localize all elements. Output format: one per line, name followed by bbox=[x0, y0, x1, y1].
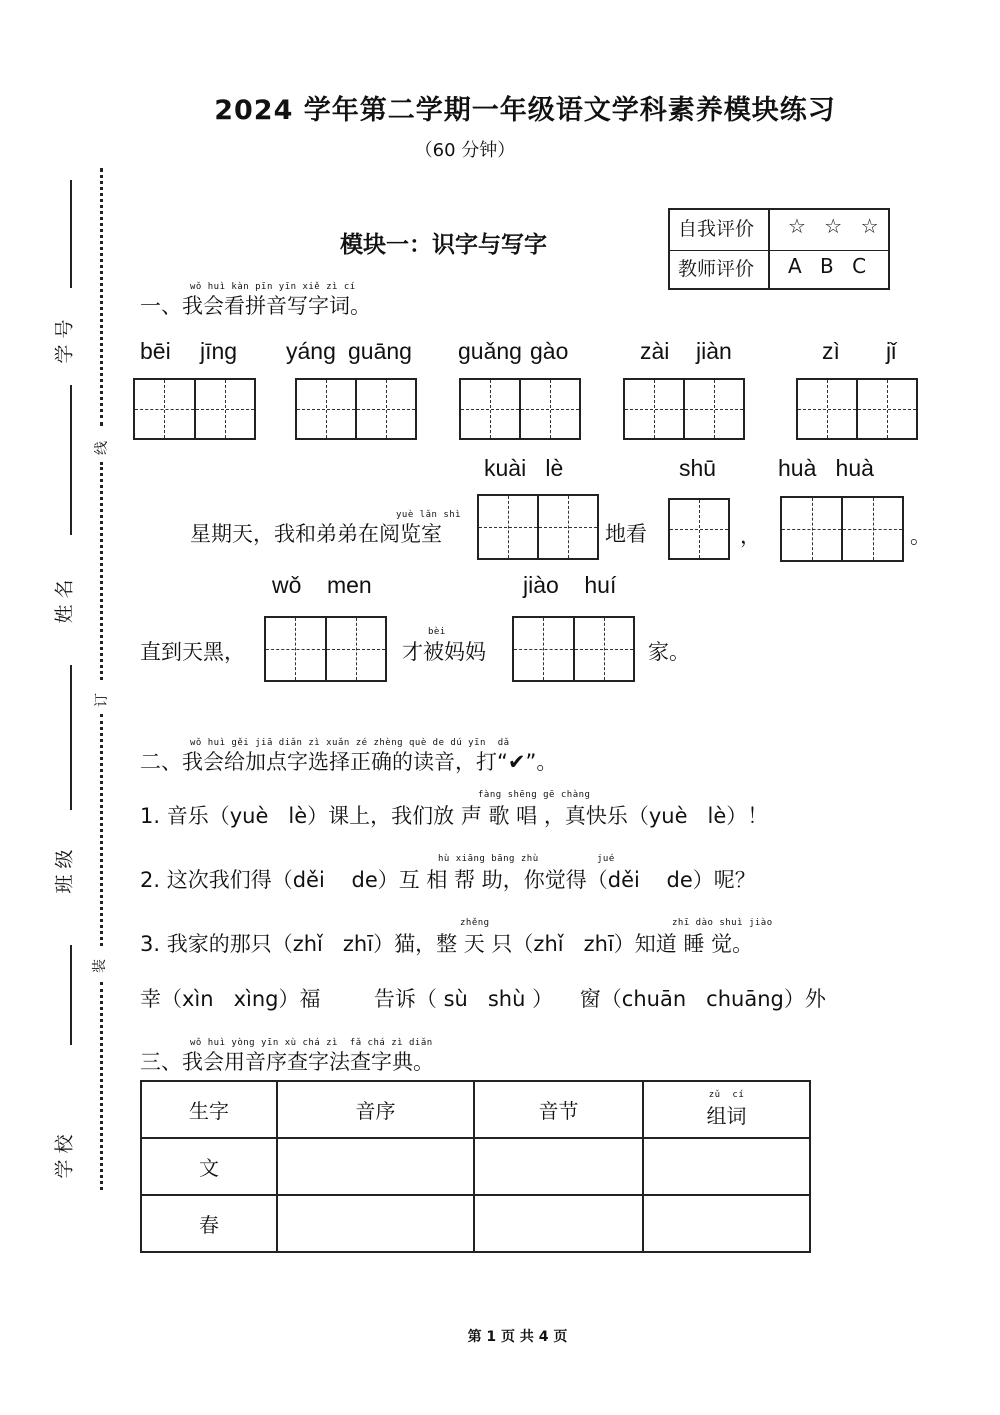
word1-pinyin-b: jīng bbox=[200, 338, 238, 364]
word5-pinyin-a: zì bbox=[822, 338, 840, 364]
writing-grid-women[interactable] bbox=[264, 616, 387, 682]
question-2: 2. 这次我们得（děi de）互 相 帮 助，你觉得（děi de）呢？ bbox=[140, 868, 756, 892]
sentence1-part-a: 星期天，我和弟弟在阅览室 bbox=[190, 522, 442, 546]
table-header-row bbox=[141, 1081, 810, 1138]
sentence2-part-a: 直到天黑， bbox=[140, 640, 245, 664]
section1-ruby: wǒ huì kàn pīn yīn xiě zì cí bbox=[190, 282, 356, 292]
answer-cell[interactable] bbox=[277, 1195, 474, 1252]
q3-ruby-2: zhī dào shuì jiào bbox=[672, 918, 773, 928]
word4-pinyin-b: jiàn bbox=[696, 338, 732, 364]
binding-dotted-line-1 bbox=[100, 168, 103, 426]
binding-dotted-line-3 bbox=[100, 714, 103, 946]
header-zuci-cell bbox=[643, 1081, 810, 1138]
writing-grid-3[interactable] bbox=[459, 378, 581, 440]
question-3: 3. 我家的那只（zhǐ zhī）猫，整 天 只（zhǐ zhī）知道 睡 觉。 bbox=[140, 932, 754, 956]
teacher-eval-row bbox=[670, 250, 888, 290]
writing-grid-shu[interactable] bbox=[668, 498, 730, 560]
word2-pinyin-b: guāng bbox=[348, 338, 412, 364]
writing-grid-huahua[interactable] bbox=[780, 496, 904, 562]
question-4: 幸（xìn xìng）福 告诉（ sù shù ） 窗（chuān chuāng）外 bbox=[140, 987, 826, 1011]
binding-dotted-line-2 bbox=[100, 462, 103, 680]
header-yinxu: 音序 bbox=[277, 1081, 474, 1138]
answer-cell[interactable] bbox=[277, 1138, 474, 1195]
answer-cell[interactable] bbox=[643, 1138, 810, 1195]
pinyin-kuaile: kuài lè bbox=[484, 455, 564, 481]
answer-cell[interactable] bbox=[474, 1138, 643, 1195]
label-xuexiao: 学 校 bbox=[53, 1134, 76, 1179]
side-line-2 bbox=[70, 385, 72, 535]
section2-heading: 二、我会给加点字选择正确的读音，打“✔”。 bbox=[140, 750, 558, 774]
sentence1-comma: ， bbox=[740, 524, 761, 548]
sentence2-part-b: 才被妈妈 bbox=[402, 640, 486, 664]
writing-grid-5[interactable] bbox=[796, 378, 918, 440]
sentence2-end: 家。 bbox=[648, 640, 690, 664]
header-zuci: 组词 bbox=[706, 1103, 747, 1128]
writing-grid-1[interactable] bbox=[133, 378, 256, 440]
self-eval-row bbox=[670, 210, 888, 251]
writing-grid-jiaohui[interactable] bbox=[512, 616, 635, 682]
word2-pinyin-a: yáng bbox=[286, 338, 336, 364]
label-xuehao: 学 号 bbox=[53, 319, 76, 364]
side-line-1 bbox=[70, 180, 72, 288]
section3-ruby: wǒ huì yòng yīn xù chá zì fǎ chá zì diǎn bbox=[190, 1038, 433, 1048]
answer-cell[interactable] bbox=[474, 1195, 643, 1252]
self-eval-label: 自我评价 bbox=[678, 218, 755, 240]
label-zhuang: 装 bbox=[92, 959, 108, 973]
char-wen: 文 bbox=[141, 1138, 277, 1195]
binding-dotted-line-4 bbox=[100, 982, 103, 1190]
q3-ruby: zhěng bbox=[460, 918, 490, 928]
section2-ruby: wǒ huì gěi jiā diǎn zì xuǎn zé zhèng què de dú yīn dǎ bbox=[190, 738, 510, 748]
page-footer: 第 1 页 共 4 页 bbox=[467, 1329, 568, 1345]
label-xingming: 姓 名 bbox=[53, 579, 76, 624]
pinyin-huahua: huà huà bbox=[778, 455, 874, 481]
q1-ruby: fàng shēng gē chàng bbox=[478, 790, 591, 800]
self-eval-stars[interactable]: ☆ ☆ ☆ bbox=[788, 214, 885, 238]
word3-pinyin-a: guǎng bbox=[458, 338, 522, 364]
writing-grid-4[interactable] bbox=[623, 378, 745, 440]
answer-cell[interactable] bbox=[643, 1195, 810, 1252]
header-shengzi: 生字 bbox=[141, 1081, 277, 1138]
section1-heading: 一、我会看拼音写字词。 bbox=[140, 294, 371, 318]
page-title: 2024 学年第二学期一年级语文学科素养模块练习 bbox=[214, 95, 836, 126]
q2-ruby: hù xiāng bāng zhù bbox=[438, 854, 539, 864]
ruby-zuci: zǔ cí bbox=[708, 1089, 745, 1100]
word1-pinyin-a: bēi bbox=[140, 338, 171, 364]
pinyin-shu: shū bbox=[679, 455, 717, 481]
writing-grid-2[interactable] bbox=[295, 378, 417, 440]
writing-grid-kuaile[interactable] bbox=[477, 494, 599, 560]
duration: （60 分钟） bbox=[414, 140, 516, 161]
word3-pinyin-b: gào bbox=[530, 338, 569, 364]
pinyin-jiaohui: jiào huí bbox=[523, 572, 617, 598]
dictionary-table bbox=[140, 1080, 811, 1253]
label-xian: 线 bbox=[94, 441, 110, 455]
evaluation-box bbox=[668, 208, 890, 290]
word4-pinyin-a: zài bbox=[640, 338, 670, 364]
table-row bbox=[141, 1138, 810, 1195]
q2-ruby-jue: jué bbox=[597, 854, 615, 864]
header-yinjie: 音节 bbox=[474, 1081, 643, 1138]
pinyin-women: wǒ men bbox=[272, 572, 372, 598]
question-1: 1. 音乐（yuè lè）课上，我们放 声 歌 唱 ，真快乐（yuè lè）！ bbox=[140, 804, 769, 828]
teacher-eval-label: 教师评价 bbox=[678, 258, 755, 280]
side-line-3 bbox=[70, 665, 72, 810]
sentence1-part-b: 地看 bbox=[605, 522, 647, 546]
sentence1-end: 。 bbox=[910, 524, 931, 548]
section3-heading: 三、我会用音序查字法查字典。 bbox=[140, 1050, 434, 1074]
teacher-eval-grades[interactable]: A B C bbox=[788, 254, 873, 278]
char-chun: 春 bbox=[141, 1195, 277, 1252]
module-title: 模块一：识字与写字 bbox=[340, 232, 547, 258]
label-banji: 班 级 bbox=[53, 849, 76, 894]
ruby-bei: bèi bbox=[428, 627, 446, 637]
ruby-yuelanshi: yuè lǎn shì bbox=[396, 510, 462, 520]
word5-pinyin-b: jǐ bbox=[886, 338, 897, 364]
label-ding: 订 bbox=[94, 693, 110, 707]
table-row bbox=[141, 1195, 810, 1252]
side-line-4 bbox=[70, 945, 72, 1045]
